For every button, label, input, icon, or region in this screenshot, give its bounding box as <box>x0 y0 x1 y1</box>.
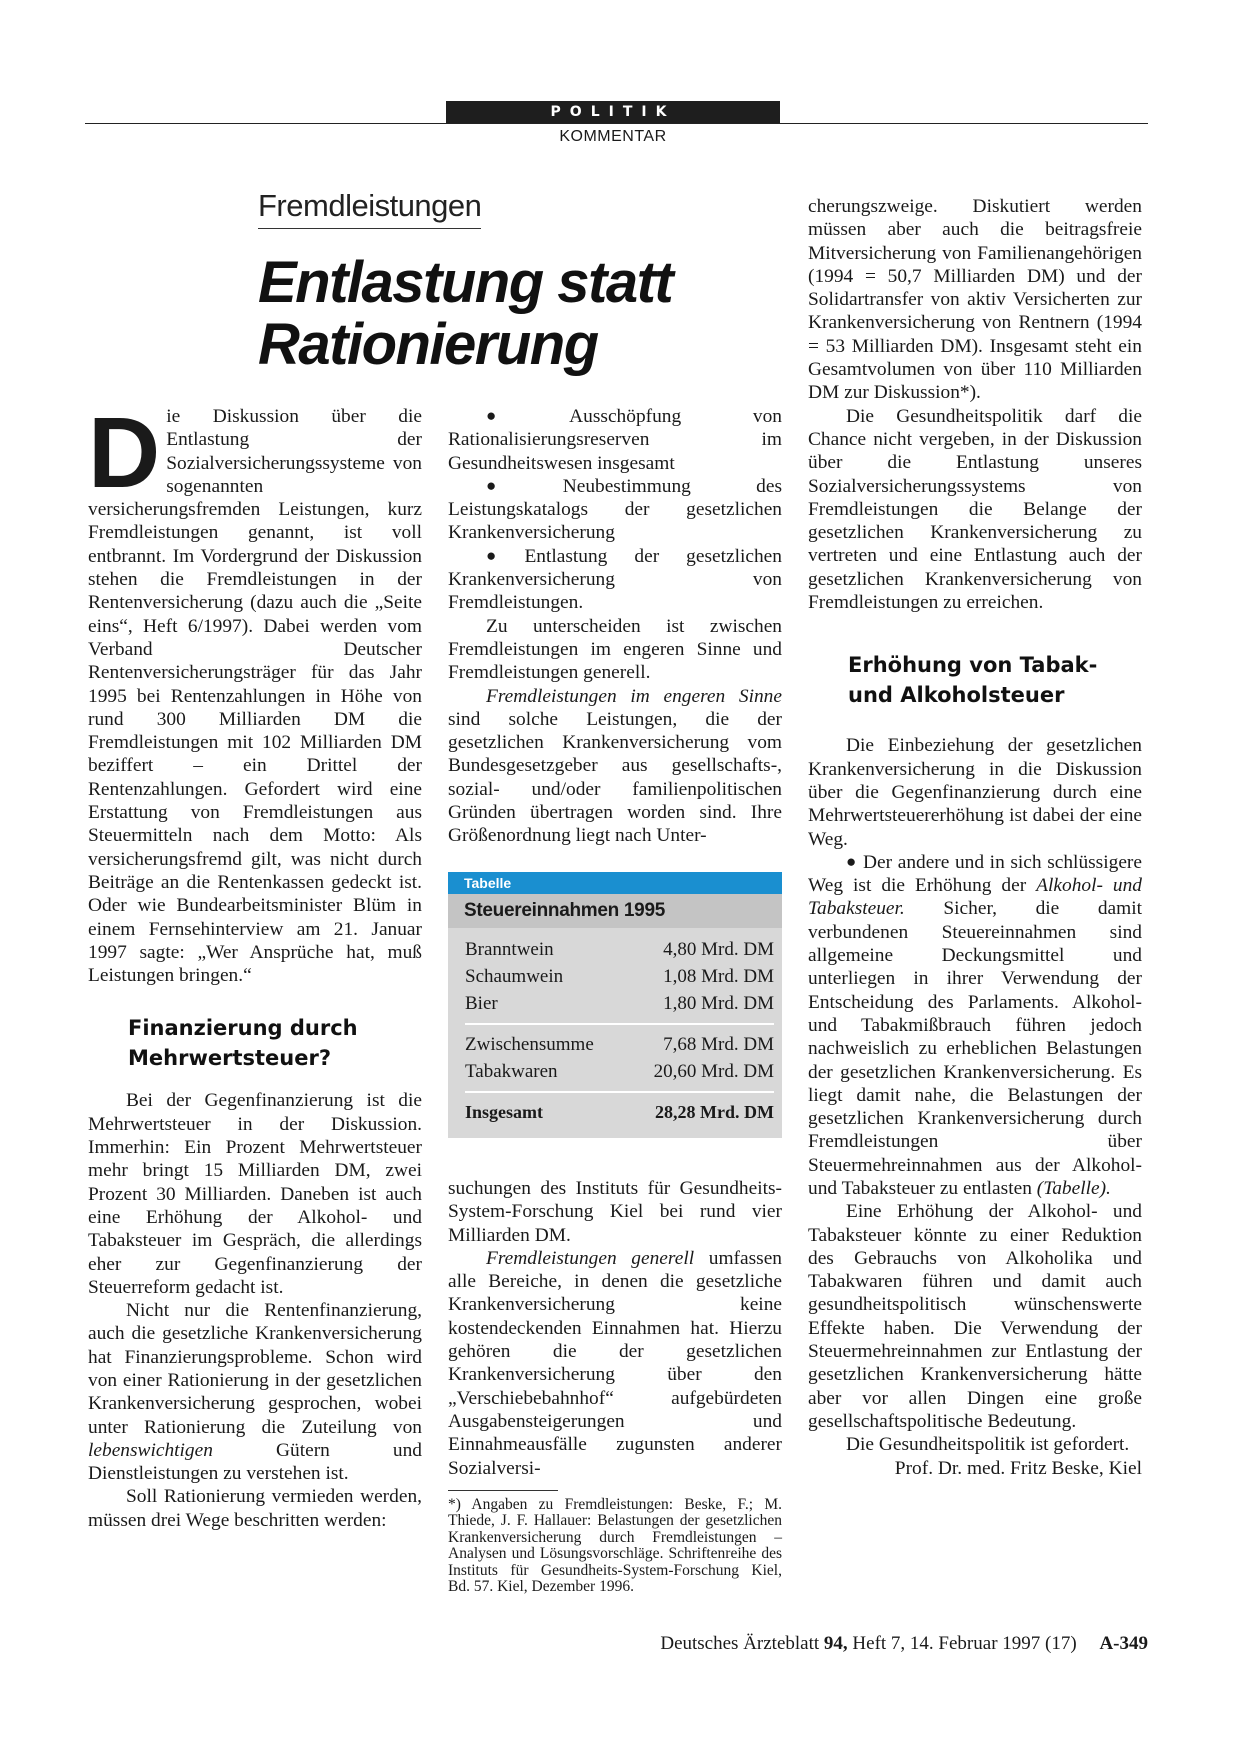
article-title <box>258 252 818 376</box>
bullet-icon <box>486 406 569 427</box>
row-value: 1,08 Mrd. DM <box>663 966 774 987</box>
journal-name: Deutsches Ärzteblatt <box>660 1633 820 1654</box>
title-line-2: Rationierung <box>258 312 598 377</box>
table-row <box>465 990 774 1017</box>
table-row <box>465 1031 774 1058</box>
row-value: 28,28 Mrd. DM <box>655 1102 774 1122</box>
row-value: 4,80 Mrd. DM <box>663 939 774 960</box>
table-body <box>448 928 782 1138</box>
footnote-rule <box>448 1490 558 1491</box>
author-signature: Prof. Dr. med. Fritz Beske, Kiel <box>894 1457 1142 1479</box>
table-row <box>465 1058 774 1085</box>
journal-volume: 94, <box>823 1633 848 1654</box>
section-label: POLITIK <box>446 101 780 123</box>
row-name: Tabakwaren <box>465 1061 558 1082</box>
paragraph: Die Einbeziehung der gesetzlichen Krankenversicherung in die Diskussion über die Gegenfinanzierung durch eine Mehrwertsteuererhöhung ist dabei der eine Weg. <box>808 735 1142 850</box>
text: Gütern und Dienstleistungen zu verstehen ist. <box>88 1439 422 1485</box>
emphasis: Fremdleistungen generell <box>486 1247 695 1269</box>
bullet-item <box>448 545 782 615</box>
bullet-text: Neubestimmung des Leistungskatalogs der gesetzlichen Krankenversicherung <box>448 475 782 544</box>
paragraph: cherungszweige. Diskutiert werden müssen aber auch die beitragsfreie Mitversicherung von Familienangehörigen (1994 = 50,7 Milliarden DM) und der Solidartransfer von aktiv Versicherten zur Krankenversicherung von Rentnern (1994 = 53 Milliarden DM). Insgesamt steht ein Gesamtvolumen von über 110 Milliarden DM zur Diskussion*). <box>808 196 1142 404</box>
table-label: Tabelle <box>448 872 782 894</box>
drop-cap: D <box>88 397 159 509</box>
text: Nicht nur die Rentenfinanzierung, auch die gesetzliche Krankenversicherung hat Finanzierungsprobleme. Schon wird von einer Rationierung in der gesetzlichen Krankenversicherung gesprochen, wobei unter Rationierung die Zuteilung von <box>88 1300 422 1438</box>
row-name: Branntwein <box>465 939 554 960</box>
row-value: 1,80 Mrd. DM <box>663 993 774 1014</box>
text: sind solche Leistungen, die der gesetzlichen Krankenversicherung vom Bundesgesetzgeber aus gesellschafts-, sozial- und/oder familienpolitischen Gründen übertragen worden sind. Ihre Größenordnung liegt nach Unter- <box>448 708 782 847</box>
bullet-icon <box>486 476 563 497</box>
column-2 <box>448 405 782 848</box>
table-reference: (Tabelle). <box>1036 1177 1111 1199</box>
row-value: 7,68 Mrd. DM <box>663 1034 774 1055</box>
page-footer <box>660 1633 1148 1655</box>
subheading-mehrwertsteuer <box>88 1013 422 1073</box>
bullet-text: Entlastung der gesetzlichen Krankenversicherung von Fremdleistungen. <box>448 545 782 614</box>
table-total-row <box>465 1099 774 1126</box>
row-name: Zwischensumme <box>465 1034 594 1055</box>
paragraph: Zu unterscheiden ist zwischen Fremdleistungen im engeren Sinne und Fremdleistungen generell. <box>448 615 782 684</box>
paragraph: Soll Rationierung vermieden werden, müssen drei Wege beschritten werden: <box>88 1486 422 1531</box>
paragraph <box>448 1247 782 1480</box>
subheading-line: Mehrwertsteuer? <box>128 1046 331 1071</box>
subheading-line: und Alkoholsteuer <box>848 683 1065 708</box>
title-line-1: Entlastung statt <box>258 250 673 315</box>
emphasis: lebenswichtigen <box>88 1439 213 1461</box>
column-2-continued <box>448 1177 782 1596</box>
column-1 <box>88 397 422 1532</box>
table-group <box>465 936 774 1025</box>
subheading-tabaksteuer <box>808 650 1142 710</box>
table-row <box>465 936 774 963</box>
intro-paragraph <box>88 397 422 987</box>
text: umfassen alle Bereiche, in denen die gesetzliche Krankenversicherung keine kostendeckenden Einnahmen hat. Hierzu gehören die der gesetzlichen Krankenversicherung über den „Verschiebebahnhof“ aufgebürdeten Ausgabensteigerungen und Einnahmeausfälle zugunsten anderer Sozialversi- <box>448 1247 782 1479</box>
paragraph <box>88 1299 422 1485</box>
paragraph: Eine Erhöhung der Alkohol- und Tabaksteuer könnte zu einer Reduktion des Gebrauchs von Alkoholika und Tabakwaren führen und damit auch gesundheitspolitisch wünschenswerte Effekte haben. Die Verwendung der Steuermehreinnahmen zur Entlastung der gesetzlichen Krankenversicherung hätte aber vor allen Dingen eine große gesellschaftspolitische Bedeutung. <box>808 1201 1142 1432</box>
table-title: Steuereinnahmen 1995 <box>448 894 782 928</box>
row-name: Schaumwein <box>465 966 564 987</box>
row-name: Insgesamt <box>465 1102 544 1122</box>
bullet-item <box>448 405 782 475</box>
journal-issue: Heft 7, 14. Februar 1997 (17) <box>852 1633 1077 1654</box>
subheading-line: Finanzierung durch <box>128 1016 358 1041</box>
paragraph <box>448 685 782 848</box>
header-rule <box>85 123 1148 124</box>
page-number: A-349 <box>1099 1633 1148 1654</box>
article-kicker: Fremdleistungen <box>258 188 481 229</box>
table-row <box>465 963 774 990</box>
intro-text: ie Diskussion über die Entlastung der Sozialversicherungssysteme von sogenannten versicherungsfremden Leistungen, kurz Fremdleistungen genannt, ist voll entbrannt. Im Vordergrund der Diskussion stehen die Fremdleistungen in der Rentenversicherung (dazu auch die „Seite eins“, Heft 6/1997). Dabei werden vom Verband Deutscher Rentenversicherungsträger für das Jahr 1995 bei Rentenzahlungen in Höhe von rund 300 Milliarden DM die Fremdleistungen mit 102 Milliarden DM beziffert – ein Drittel der Rentenzahlungen. Gefordert wird eine Erstattung von Fremdleistungen aus Steuermitteln nach dem Motto: Als versicherungsfremd gilt, was nicht durch Beiträge an die Rentenkassen gedeckt ist. Oder wie Bundearbeitsminister Blüm in einem Fernsehinterview am 21. Januar 1997 sagte: „Wer Ansprüche hat, muß Leistungen bringen.“ <box>88 406 422 987</box>
subheading-line: Erhöhung von Tabak- <box>848 653 1098 678</box>
bullet-text: Ausschöpfung von Rationalisierungsreserven im Gesundheitswesen insgesamt <box>448 406 782 474</box>
paragraph <box>808 851 1142 1200</box>
column-3 <box>808 195 1142 1480</box>
bullet-icon <box>486 546 524 567</box>
emphasis: Alkohol- und Tabaksteuer. <box>808 875 1143 920</box>
paragraph: Die Gesundheitspolitik ist gefordert. <box>846 1434 1130 1456</box>
text: Sicher, die damit verbundenen Steuereinnahmen sind allgemeine Deckungsmittel und unterliegen in ihrer Verwendung der Entscheidung des Parlaments. Alkohol- und Tabakmißbrauch führen jedoch nachweislich zu erheblichen Belastungen der gesetzlichen Krankenversicherung. Es liegt damit nahe, die Belastungen der gesetzlichen Krankenversicherung durch Fremdleistungen über Steuermehreinnahmen aus der Alkohol- und Tabaksteuer zu entlasten <box>808 898 1142 1199</box>
footnote: *) Angaben zu Fremdleistungen: Beske, F.; M. Thiede, J. F. Hallauer: Belastungen der gesetzlichen Krankenversicherung durch Fremdleistungen – Analysen und Lösungsvorschläge. Schriftenreihe des Instituts für Gesundheits-System-Forschung Kiel, Bd. 57. Kiel, Dezember 1996. <box>448 1495 782 1596</box>
paragraph: Bei der Gegenfinanzierung ist die Mehrwertsteuer in der Diskussion. Immerhin: Ein Prozent Mehrwertsteuer mehr bringt 15 Milliarden DM, zwei Prozent 30 Milliarden. Daneben ist auch eine Erhöhung der Alkohol- und Tabaksteuer im Gespräch, die allerdings eher zur Gegenfinanzierung der Steuerreform gedacht ist. <box>88 1090 422 1298</box>
paragraph: Die Gesundheitspolitik darf die Chance nicht vergeben, in der Diskussion über die Entlastung unseres Sozialversicherungssystems von Fremdleistungen die Belange der gesetzlichen Krankenversicherung zu vertreten und eine Entlastung auch der gesetzlichen Krankenversicherung von Fremdleistungen zu erreichen. <box>808 405 1142 614</box>
emphasis: Fremdleistungen im engeren Sinne <box>486 685 782 707</box>
bullet-icon <box>846 852 863 873</box>
bullet-item <box>448 475 782 545</box>
tax-table <box>448 872 782 1138</box>
subsection-label: KOMMENTAR <box>559 128 667 145</box>
row-name: Bier <box>465 993 498 1014</box>
text: Der andere und in sich schlüssigere Weg ist die Erhöhung der <box>808 851 1142 897</box>
row-value: 20,60 Mrd. DM <box>653 1061 774 1082</box>
table-group <box>465 1031 774 1093</box>
paragraph: suchungen des Instituts für Gesundheits-System-Forschung Kiel bei rund vier Milliarden DM. <box>448 1178 782 1246</box>
